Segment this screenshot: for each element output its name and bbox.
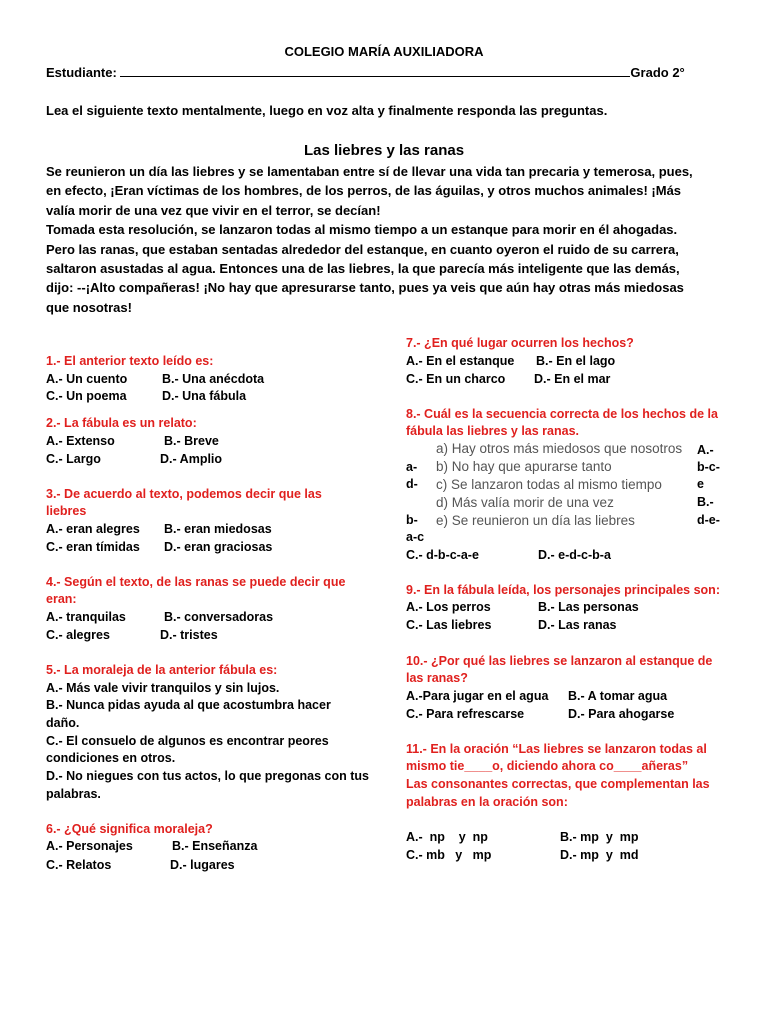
q8-option-b-cont: a-c [406,530,425,544]
q5-line: daño. [46,716,80,730]
q4-option-d: D.- tristes [160,628,218,642]
q8-sequence-item: e) Se reunieron un día las liebres [436,513,635,528]
q1-option-d: D.- Una fábula [162,389,247,403]
q8-option-a-label: A.- [697,443,714,457]
q5-line: palabras. [46,787,101,801]
q5-line: B.- Nunca pidas ayuda al que acostumbra hacer [46,698,331,712]
q8-sequence-item: d) Más valía morir de una vez [436,495,614,510]
school-name: COLEGIO MARÍA AUXILIADORA [284,44,484,59]
question-2-title: 2.- La fábula es un relato: [46,416,197,430]
q6-option-a: A.- Personajes [46,839,133,853]
q6-option-d: D.- lugares [170,858,235,872]
question-10-title: 10.- ¿Por qué las liebres se lanzaron al estanque de [406,654,713,668]
q1-option-c: C.- Un poema [46,389,127,403]
q9-option-a: A.- Los perros [406,600,491,614]
q8-option-a-cont: d- [406,477,418,491]
story-title: Las liebres y las ranas [303,142,465,159]
q7-option-c: C.- En un charco [406,372,506,386]
story-line: que nosotras! [46,299,132,315]
story-line: en efecto, ¡Eran víctimas de los hombres, de los perros, de las águilas, y otros muchos animales! ¡Más [46,183,682,199]
student-label: Estudiante: [46,65,117,80]
instructions: Lea el siguiente texto mentalmente, luego en voz alta y finalmente responda las preguntas. [46,103,608,118]
q7-option-d: D.- En el mar [534,372,611,386]
q2-option-c: C.- Largo [46,452,101,466]
q10-option-a: A.-Para jugar en el agua [406,689,549,703]
q11-option-b: B.- mp y mp [560,830,639,844]
q4-option-a: A.- tranquilas [46,610,126,624]
question-3-title-cont: liebres [46,504,87,518]
q8-option-a-text: b-c- [697,460,720,474]
q2-option-b: B.- Breve [164,434,219,448]
q4-option-b: B.- conversadoras [164,610,274,624]
q8-option-b-text: d-e- [697,513,720,527]
q11-option-c: C.- mb y mp [406,848,492,862]
q8-option-d: D.- e-d-c-b-a [538,548,611,562]
story-line: dijo: --¡Alto compañeras! ¡No hay que apresurarse tanto, pues ya veis que aún hay otras más miedosas [46,280,684,296]
question-4-title: 4.- Según el texto, de las ranas se puede decir que [46,575,346,589]
q2-option-d: D.- Amplio [160,452,223,466]
question-7-title: 7.- ¿En qué lugar ocurren los hechos? [406,336,634,350]
story-text [46,162,736,317]
q2-option-a: A.- Extenso [46,434,115,448]
q8-option-a-text-cont: e [697,477,704,491]
question-5-title: 5.- La moraleja de la anterior fábula es: [46,663,278,677]
q1-option-a: A.- Un cuento [46,372,128,386]
q6-option-c: C.- Relatos [46,858,112,872]
q8-option-a-prefix: a- [406,460,418,474]
q9-option-d: D.- Las ranas [538,618,617,632]
q8-sequence-item: c) Se lanzaron todas al mismo tiempo [436,477,662,492]
q8-option-c: C.- d-b-c-a-e [406,548,479,562]
q5-line: C.- El consuelo de algunos es encontrar peores [46,734,329,748]
q7-option-b: B.- En el lago [536,354,616,368]
q4-option-c: C.- alegres [46,628,110,642]
student-line [46,64,685,82]
q10-option-c: C.- Para refrescarse [406,707,525,721]
question-11-title-cont: mismo tie____o, diciendo ahora co____añeras” [406,759,689,773]
q3-option-d: D.- eran graciosas [164,540,273,554]
question-11-title-cont: Las consonantes correctas, que complementan las [406,777,710,791]
question-8-title: 8.- Cuál es la secuencia correcta de los hechos de la [406,407,718,421]
q8-option-b-prefix: b- [406,513,418,527]
q1-option-b: B.- Una anécdota [162,372,265,386]
q9-option-c: C.- Las liebres [406,618,492,632]
question-10-title-cont: las ranas? [406,671,468,685]
q3-option-a: A.- eran alegres [46,522,140,536]
q11-option-d: D.- mp y md [560,848,639,862]
question-1-title: 1.- El anterior texto leído es: [46,354,214,368]
q8-sequence-item: a) Hay otros más miedosos que nosotros [436,441,683,456]
question-8-title-cont: fábula las liebres y las ranas. [406,424,580,438]
question-11-title: 11.- En la oración “Las liebres se lanzaron todas al [406,742,707,756]
q10-option-d: D.- Para ahogarse [568,707,675,721]
q6-option-b: B.- Enseñanza [172,839,258,853]
question-3-title: 3.- De acuerdo al texto, podemos decir que las [46,487,322,501]
story-line: saltaron asustadas al agua. Entonces una de las liebres, la que parecía más inteligente que las demás, [46,261,680,277]
story-line: Se reunieron un día las liebres y se lamentaban entre sí de llevar una vida tan precaria y temerosa, pues, [46,164,693,179]
question-6-title: 6.- ¿Qué significa moraleja? [46,822,213,836]
q3-option-c: C.- eran tímidas [46,540,140,554]
q9-option-b: B.- Las personas [538,600,639,614]
student-name-blank[interactable] [120,64,630,77]
question-9-title: 9.- En la fábula leída, los personajes principales son: [406,583,720,597]
q7-option-a: A.- En el estanque [406,354,515,368]
question-4-title-cont: eran: [46,592,77,606]
q5-line: condiciones en otros. [46,751,176,765]
story-line: Pero las ranas, que estaban sentadas alrededor del estanque, en cuanto oyeron el ruido de su carrera, [46,241,679,257]
q3-option-b: B.- eran miedosas [164,522,272,536]
q5-line: D.- No niegues con tus actos, lo que pregonas con tus [46,769,369,783]
q8-option-b-label: B.- [697,495,714,509]
q8-sequence-item: b) No hay que apurarse tanto [436,459,612,474]
grade-label: Grado 2° [630,65,685,80]
q11-option-a: A.- np y np [406,830,488,844]
q5-line: A.- Más vale vivir tranquilos y sin lujos. [46,681,280,695]
q10-option-b: B.- A tomar agua [568,689,668,703]
question-11-title-cont: palabras en la oración son: [406,795,568,809]
story-line: Tomada esta resolución, se lanzaron todas al mismo tiempo a un estanque para morir en él ahogadas. [46,222,678,238]
story-line: valía morir de una vez que vivir en el terror, se decían! [46,202,381,218]
